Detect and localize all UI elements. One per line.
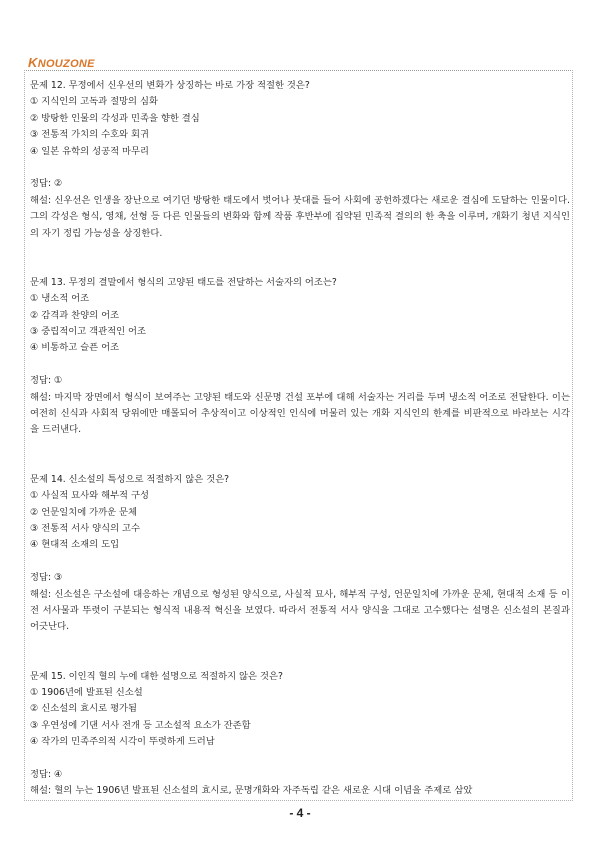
answer-label: 정답: ④ [30, 768, 63, 780]
question-option: ① 지식인의 고독과 절망의 심화 [30, 96, 158, 108]
question-title: 문제 12. 무정에서 신우선의 변화가 상징하는 바로 가장 적절한 것은? [30, 80, 310, 91]
question-option: ② 방탕한 인물의 각성과 민족을 향한 결심 [30, 112, 200, 124]
question-title: 문제 14. 신소설의 특성으로 적절하지 않은 것은? [30, 473, 230, 485]
page-number: - 4 - [289, 806, 311, 820]
question-block [30, 78, 570, 242]
document-body [30, 78, 570, 800]
question-option: ③ 전통적 서사 양식의 고수 [30, 522, 140, 534]
question-option: ④ 작가의 민족주의적 시각이 뚜렷하게 드러남 [30, 736, 215, 748]
logo-k: K [28, 55, 38, 70]
question-option: ④ 일본 유학의 성공적 마무리 [30, 145, 149, 157]
question-option: ③ 중립적이고 객관적인 어조 [30, 326, 146, 338]
answer-label: 정답: ① [30, 375, 63, 387]
explanation-text: 해설: 신우선은 인생을 장난으로 여기던 방탕한 태도에서 벗어나 붓대를 들어 사회에 공헌하겠다는 새로운 결심에 도달하는 인물이다. 그의 각성은 형식, 영채, 선형 등 다른 인물들의 변화와 함께 작품 후반부에 집약된 민족적 결의의 한 축을 이루며, 개화기 청년 지식인의 자기 정립 가능성을 상징한다. [30, 194, 570, 239]
question-option: ① 1906년에 발표된 신소설 [30, 686, 143, 698]
question-option: ② 신소설의 효시로 평가됨 [30, 703, 138, 715]
question-option: ④ 현대적 소재의 도입 [30, 539, 120, 551]
logo-rest: NOUZONE [37, 58, 95, 70]
question-option: ③ 전통적 가치의 수호와 회귀 [30, 129, 149, 141]
explanation-text: 해설: 마지막 장면에서 형식이 보여주는 고양된 태도와 신문명 건설 포부에 대해 서술자는 거리를 두며 냉소적 어조로 전달한다. 이는 여전히 신식과 사회적 당위에만 매몰되어 추상적이고 이상적인 인식에 머물러 있는 개화 지식인의 한계를 비판적으로 바라보는 시각을 드러낸다. [30, 391, 570, 436]
question-title: 문제 15. 이인직 혈의 누에 대한 설명으로 적절하지 않은 것은? [30, 670, 283, 682]
question-option: ② 언문일치에 가까운 문체 [30, 506, 138, 518]
question-option: ① 사실적 묘사와 해부적 구성 [30, 490, 149, 502]
knouzone-logo [28, 55, 95, 70]
explanation-text: 해설: 신소설은 구소설에 대응하는 개념으로 형성된 양식으로, 사실적 묘사, 해부적 구성, 언문일치에 가까운 문체, 현대적 소재 등 이전 서사물과 뚜렷이 구분되는 형식적 내용적 혁신을 보였다. 따라서 전통적 서사 양식을 그대로 고수했다는 설명은 신소설의 본질과 어긋난다. [30, 588, 570, 633]
question-block [30, 275, 570, 439]
question-block [30, 669, 570, 800]
question-option: ② 감격과 찬양의 어조 [30, 309, 120, 321]
explanation-text: 해설: 혈의 누는 1906년 발표된 신소설의 효시로, 문명개화와 자주독립 같은 새로운 시대 이념을 주제로 삼았 [30, 785, 473, 797]
question-option: ③ 우연성에 기댄 서사 전개 등 고소설적 요소가 잔존함 [30, 719, 251, 731]
answer-label: 정답: ② [30, 178, 63, 190]
question-option: ④ 비통하고 슬픈 어조 [30, 342, 120, 354]
question-block [30, 472, 570, 636]
question-title: 문제 13. 무정의 결말에서 형식의 고양된 태도를 전달하는 서술자의 어조는? [30, 276, 337, 288]
question-option: ① 냉소적 어조 [30, 293, 90, 305]
answer-label: 정답: ③ [30, 572, 63, 584]
